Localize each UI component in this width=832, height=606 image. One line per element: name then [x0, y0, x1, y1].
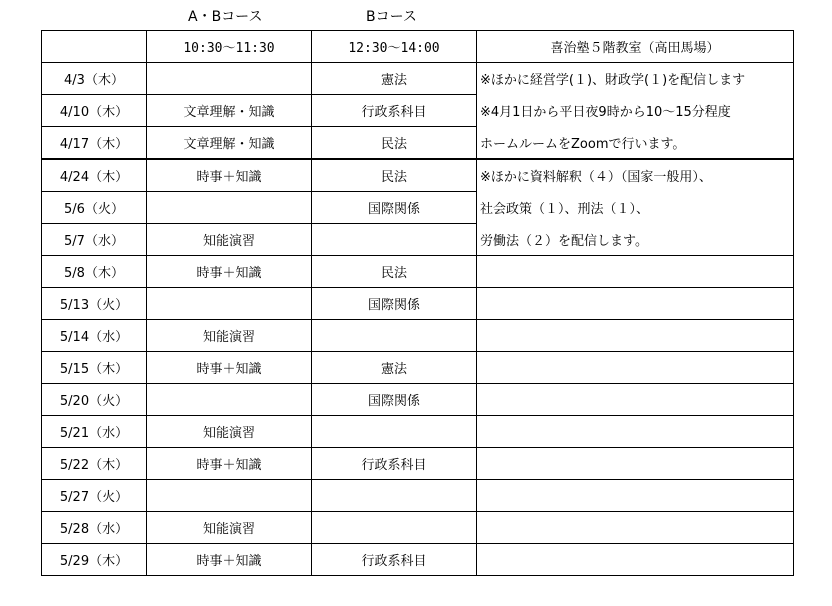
table-row [42, 320, 794, 352]
date-cell: 5/20（火） [42, 384, 147, 416]
ab-course-cell: 知能演習 [147, 416, 312, 448]
note-cell [477, 512, 794, 544]
ab-course-cell: 時事＋知識 [147, 448, 312, 480]
table-row [42, 288, 794, 320]
note-cell [477, 320, 794, 352]
table-row [42, 416, 794, 448]
date-cell: 5/15（木） [42, 352, 147, 384]
note-cell [477, 448, 794, 480]
ab-course-cell: 時事＋知識 [147, 256, 312, 288]
ab-course-cell [147, 192, 312, 224]
date-cell: 5/22（木） [42, 448, 147, 480]
b-course-cell: 憲法 [312, 63, 477, 95]
date-cell: 5/21（水） [42, 416, 147, 448]
note-cell: ※ほかに資料解釈（４）（国家一般用）、 [477, 159, 794, 192]
ab-course-cell [147, 63, 312, 95]
date-cell: 4/24（木） [42, 159, 147, 192]
note-cell [477, 384, 794, 416]
table-row [42, 480, 794, 512]
table-row [42, 224, 794, 256]
b-course-cell: 民法 [312, 127, 477, 160]
table-row [42, 192, 794, 224]
ab-course-cell: 時事＋知識 [147, 352, 312, 384]
table-row [42, 384, 794, 416]
b-course-cell [312, 480, 477, 512]
date-cell: 5/8（木） [42, 256, 147, 288]
table-row [42, 127, 794, 160]
date-cell: 5/29（木） [42, 544, 147, 576]
b-course-cell: 国際関係 [312, 192, 477, 224]
date-cell: 4/3（木） [42, 63, 147, 95]
note-cell: ※4月1日から平日夜9時から10～15分程度 [477, 95, 794, 127]
schedule-table [41, 30, 794, 576]
table-row [42, 256, 794, 288]
ab-course-cell [147, 384, 312, 416]
note-cell [477, 416, 794, 448]
table-row [42, 352, 794, 384]
b-course-cell: 行政系科目 [312, 544, 477, 576]
date-cell: 4/17（木） [42, 127, 147, 160]
date-cell: 5/27（火） [42, 480, 147, 512]
ab-course-cell: 知能演習 [147, 320, 312, 352]
note-cell: 労働法（２）を配信します。 [477, 224, 794, 256]
ab-course-cell: 知能演習 [147, 512, 312, 544]
note-cell [477, 288, 794, 320]
b-course-cell [312, 320, 477, 352]
header-row [42, 31, 794, 63]
b-course-cell: 民法 [312, 159, 477, 192]
header-date-cell [42, 31, 147, 63]
ab-course-cell [147, 480, 312, 512]
date-cell: 5/14（水） [42, 320, 147, 352]
note-cell: ホームルームをZoomで行います。 [477, 127, 794, 160]
ab-course-cell: 時事＋知識 [147, 159, 312, 192]
course-header-b: Bコース [366, 9, 417, 25]
table-row [42, 95, 794, 127]
b-course-cell: 民法 [312, 256, 477, 288]
date-cell: 5/7（水） [42, 224, 147, 256]
b-course-cell: 行政系科目 [312, 448, 477, 480]
b-course-cell: 憲法 [312, 352, 477, 384]
date-cell: 5/6（火） [42, 192, 147, 224]
b-course-cell: 国際関係 [312, 288, 477, 320]
date-cell: 5/13（火） [42, 288, 147, 320]
ab-course-cell: 文章理解・知識 [147, 95, 312, 127]
date-cell: 4/10（木） [42, 95, 147, 127]
ab-course-cell: 時事＋知識 [147, 544, 312, 576]
table-row [42, 544, 794, 576]
note-cell: 社会政策（１）、刑法（１）、 [477, 192, 794, 224]
ab-course-cell: 知能演習 [147, 224, 312, 256]
note-cell [477, 352, 794, 384]
header-location: 喜治塾５階教室（高田馬場） [477, 31, 794, 63]
table-row [42, 159, 794, 192]
note-cell [477, 544, 794, 576]
b-course-cell [312, 512, 477, 544]
table-row [42, 512, 794, 544]
table-row [42, 448, 794, 480]
note-cell: ※ほかに経営学(１)、財政学(１)を配信します [477, 63, 794, 95]
b-course-cell [312, 416, 477, 448]
note-cell [477, 480, 794, 512]
ab-course-cell [147, 288, 312, 320]
note-cell [477, 256, 794, 288]
course-header-ab: A・Bコース [188, 9, 263, 25]
header-ab-time: 10:30～11:30 [147, 31, 312, 63]
b-course-cell [312, 224, 477, 256]
ab-course-cell: 文章理解・知識 [147, 127, 312, 160]
header-b-time: 12:30～14:00 [312, 31, 477, 63]
b-course-cell: 国際関係 [312, 384, 477, 416]
b-course-cell: 行政系科目 [312, 95, 477, 127]
table-row [42, 63, 794, 95]
date-cell: 5/28（水） [42, 512, 147, 544]
